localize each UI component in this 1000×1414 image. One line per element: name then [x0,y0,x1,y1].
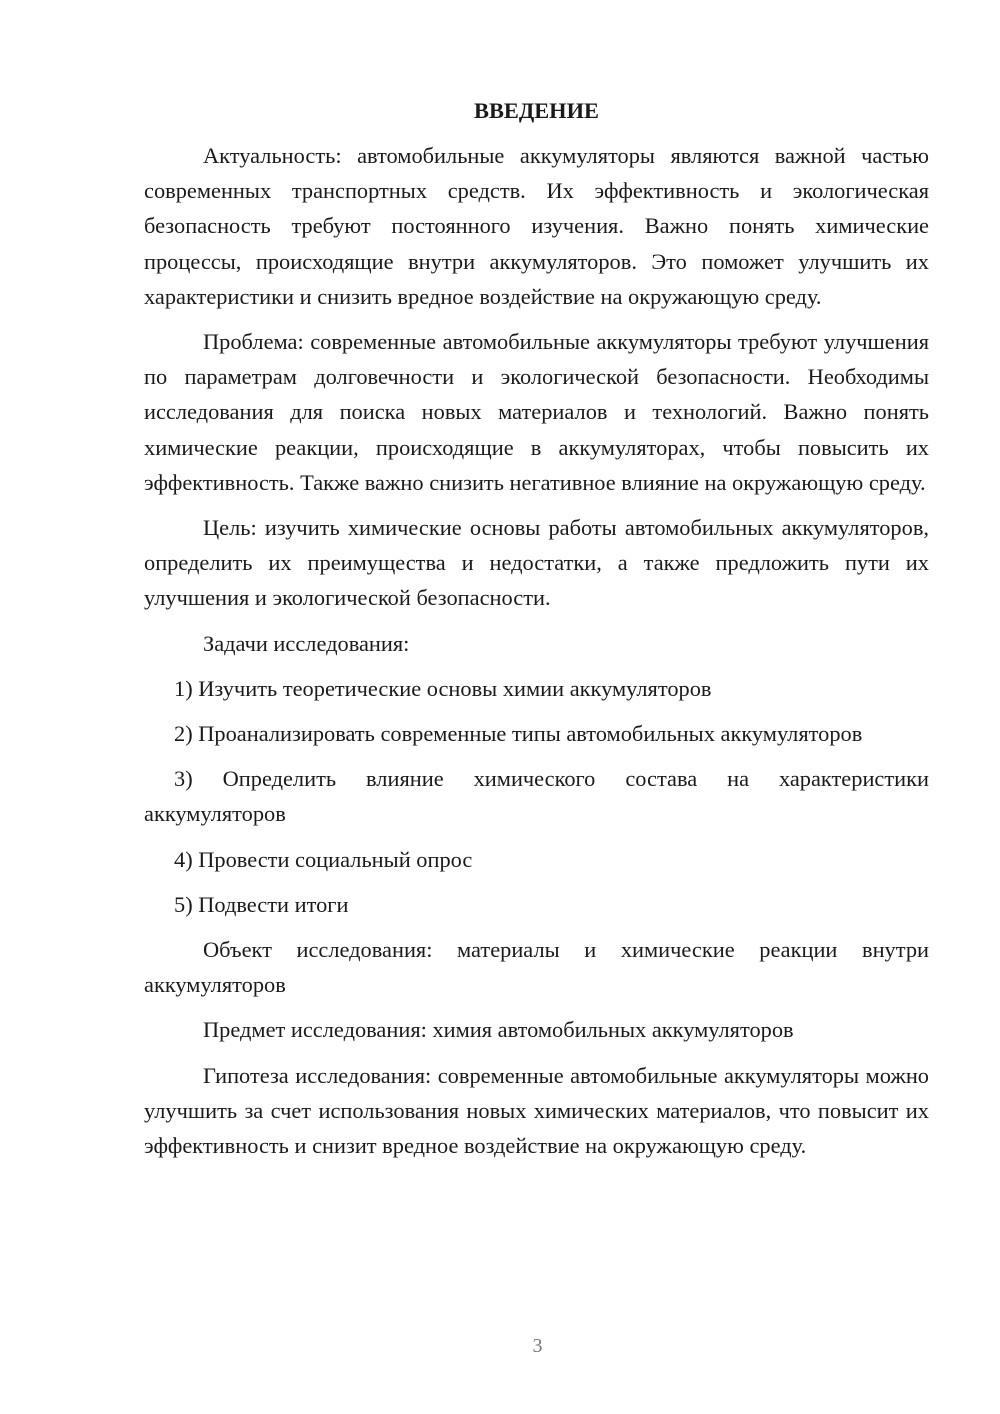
paragraph-goal: Цель: изучить химические основы работы автомобильных аккумуляторов, определить их преимущества и недостатки, а также предложить пути их улучшения и экологической безопасности. [144,515,929,611]
paragraph-hypothesis: Гипотеза исследования: современные автомобильные аккумуляторы можно улучшить за счет использования новых химических материалов, что повысит их эффективность и снизит вредное воздействие на окружающую среду. [144,1062,929,1159]
page-number: 3 [532,1335,543,1357]
task-item-3: 3) Определить влияние химического состава на характеристики аккумуляторов [144,766,929,827]
task-item-4: 4) Провести социальный опрос [174,846,473,872]
task-item-5: 5) Подвести итоги [174,891,349,917]
paragraph-subject: Предмет исследования: химия автомобильных аккумуляторов [203,1017,794,1043]
page-title: ВВЕДЕНИЕ [474,98,599,123]
paragraph-relevance: Актуальность: автомобильные аккумуляторы являются важной частью современных транспортных средств. Их эффективность и экологическая безопасность требуют постоянного изучения. Важно понять химические процессы, происходящие внутри аккумуляторов. Это поможет улучшить их характеристики и снизить вредное воздействие на окружающую среду. [144,143,929,309]
task-item-1: 1) Изучить теоретические основы химии аккумуляторов [174,675,712,701]
paragraph-object: Объект исследования: материалы и химические реакции внутри аккумуляторов [144,937,929,998]
page-content [144,96,929,1173]
task-item-2: 2) Проанализировать современные типы автомобильных аккумуляторов [174,721,863,747]
paragraph-tasks-heading: Задачи исследования: [203,630,410,656]
paragraph-problem: Проблема: современные автомобильные аккумуляторы требуют улучшения по параметрам долговечности и экологической безопасности. Необходимы исследования для поиска новых материалов и технологий. Важно понять химические реакции, происходящие в аккумуляторах, чтобы повысить их эффективность. Также важно снизить негативное влияние на окружающую среду. [144,329,929,495]
